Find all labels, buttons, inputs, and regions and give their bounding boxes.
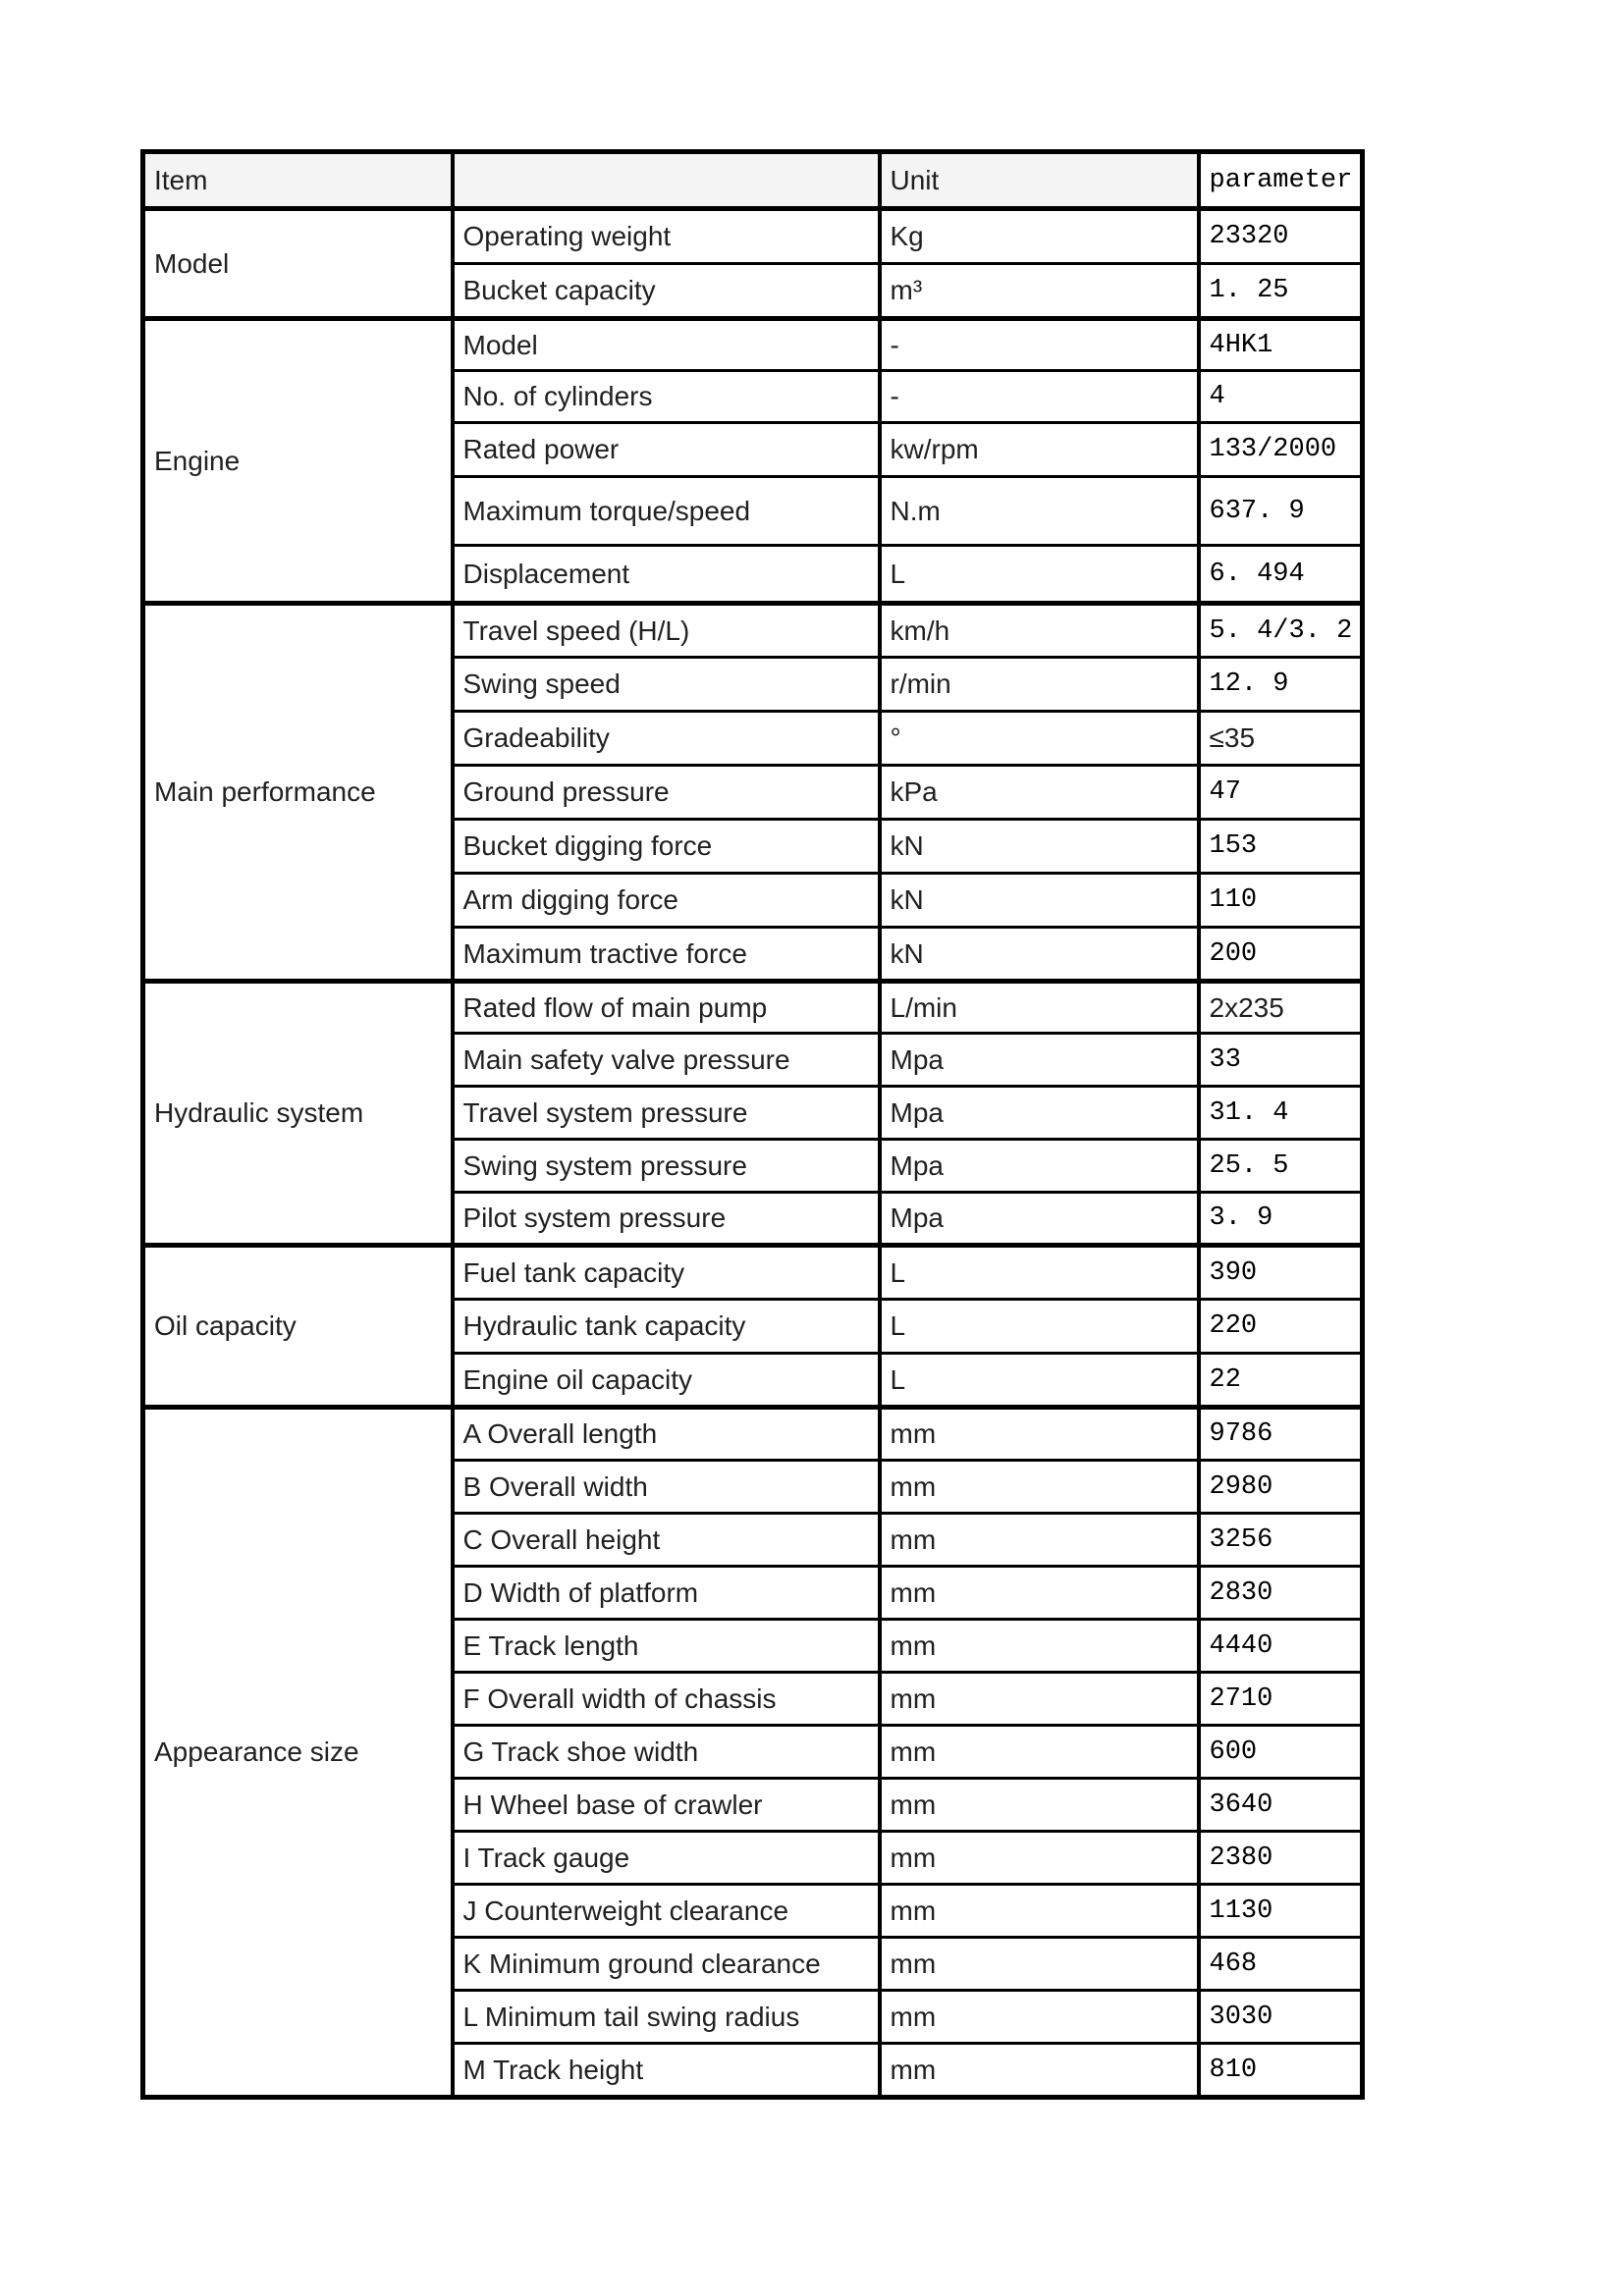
row-value: 2380 <box>1199 1832 1363 1885</box>
spec-table-header <box>143 152 1363 209</box>
row-value: ≤35 <box>1199 712 1363 766</box>
row-unit: ° <box>880 712 1199 766</box>
row-unit: mm <box>880 1514 1199 1567</box>
col-header-parameter: parameter <box>1199 152 1363 209</box>
row-label: Travel system pressure <box>453 1087 880 1140</box>
section-label-appearance-size: Appearance size <box>143 1408 453 2098</box>
row-label: Pilot system pressure <box>453 1193 880 1246</box>
table-body <box>143 209 1363 2098</box>
row-label: Gradeability <box>453 712 880 766</box>
row-value: 637. 9 <box>1199 477 1363 546</box>
row-unit: mm <box>880 1832 1199 1885</box>
row-label: E Track length <box>453 1620 880 1673</box>
row-label: Engine oil capacity <box>453 1354 880 1408</box>
row-value: 200 <box>1199 928 1363 982</box>
row-value: 2710 <box>1199 1673 1363 1726</box>
row-unit: kw/rpm <box>880 423 1199 477</box>
row-label: Rated flow of main pump <box>453 982 880 1034</box>
row-value: 5. 4/3. 2 <box>1199 604 1363 658</box>
row-label: Ground pressure <box>453 766 880 820</box>
row-label: C Overall height <box>453 1514 880 1567</box>
row-value: 4440 <box>1199 1620 1363 1673</box>
row-label: D Width of platform <box>453 1567 880 1620</box>
row-value: 12. 9 <box>1199 658 1363 712</box>
table-row <box>143 319 1363 371</box>
row-value: 600 <box>1199 1726 1363 1779</box>
section-label-oil-capacity: Oil capacity <box>143 1246 453 1408</box>
row-unit: mm <box>880 1885 1199 1938</box>
row-unit: kPa <box>880 766 1199 820</box>
row-unit: Mpa <box>880 1034 1199 1087</box>
row-unit: Mpa <box>880 1193 1199 1246</box>
row-label: Arm digging force <box>453 874 880 928</box>
row-unit: mm <box>880 1567 1199 1620</box>
row-label: G Track shoe width <box>453 1726 880 1779</box>
row-unit: mm <box>880 1620 1199 1673</box>
row-unit: Kg <box>880 209 1199 264</box>
row-value: 47 <box>1199 766 1363 820</box>
row-label: M Track height <box>453 2044 880 2098</box>
row-unit: km/h <box>880 604 1199 658</box>
row-value: 3640 <box>1199 1779 1363 1832</box>
row-value: 22 <box>1199 1354 1363 1408</box>
row-label: F Overall width of chassis <box>453 1673 880 1726</box>
header-row <box>143 152 1363 209</box>
row-unit: mm <box>880 1938 1199 1991</box>
row-value: 9786 <box>1199 1408 1363 1461</box>
row-value: 1130 <box>1199 1885 1363 1938</box>
row-value: 2980 <box>1199 1461 1363 1514</box>
row-unit: kN <box>880 820 1199 874</box>
row-unit: mm <box>880 1726 1199 1779</box>
row-value: 1. 25 <box>1199 264 1363 319</box>
row-unit: L <box>880 546 1199 604</box>
row-label: Displacement <box>453 546 880 604</box>
row-label: L Minimum tail swing radius <box>453 1991 880 2044</box>
row-value: 4 <box>1199 371 1363 423</box>
row-label: Operating weight <box>453 209 880 264</box>
col-header-unit: Unit <box>880 152 1199 209</box>
row-unit: N.m <box>880 477 1199 546</box>
row-unit: mm <box>880 1991 1199 2044</box>
row-value: 2x235 <box>1199 982 1363 1034</box>
row-label: Swing speed <box>453 658 880 712</box>
row-label: I Track gauge <box>453 1832 880 1885</box>
row-unit: Mpa <box>880 1087 1199 1140</box>
section-label-main-performance: Main performance <box>143 604 453 982</box>
table-row <box>143 982 1363 1034</box>
row-unit: mm <box>880 1408 1199 1461</box>
row-label: Main safety valve pressure <box>453 1034 880 1087</box>
row-unit: mm <box>880 1461 1199 1514</box>
row-unit: - <box>880 371 1199 423</box>
row-label: Travel speed (H/L) <box>453 604 880 658</box>
row-unit: kN <box>880 928 1199 982</box>
row-unit: r/min <box>880 658 1199 712</box>
row-value: 6. 494 <box>1199 546 1363 604</box>
table-row <box>143 209 1363 264</box>
row-label: Fuel tank capacity <box>453 1246 880 1300</box>
row-label: Rated power <box>453 423 880 477</box>
section-label-model: Model <box>143 209 453 319</box>
row-label: H Wheel base of crawler <box>453 1779 880 1832</box>
row-unit: L <box>880 1354 1199 1408</box>
col-header-blank <box>453 152 880 209</box>
row-value: 25. 5 <box>1199 1140 1363 1193</box>
row-value: 4HK1 <box>1199 319 1363 371</box>
col-header-item: Item <box>143 152 453 209</box>
row-value: 153 <box>1199 820 1363 874</box>
table-row <box>143 1408 1363 1461</box>
table-row <box>143 1246 1363 1300</box>
row-unit: mm <box>880 2044 1199 2098</box>
row-value: 810 <box>1199 2044 1363 2098</box>
row-unit: mm <box>880 1779 1199 1832</box>
table-row <box>143 604 1363 658</box>
row-label: Maximum torque/speed <box>453 477 880 546</box>
row-label: A Overall length <box>453 1408 880 1461</box>
row-label: J Counterweight clearance <box>453 1885 880 1938</box>
row-label: No. of cylinders <box>453 371 880 423</box>
row-label: Maximum tractive force <box>453 928 880 982</box>
row-value: 3256 <box>1199 1514 1363 1567</box>
row-unit: L <box>880 1300 1199 1354</box>
row-value: 390 <box>1199 1246 1363 1300</box>
section-label-engine: Engine <box>143 319 453 604</box>
row-label: Hydraulic tank capacity <box>453 1300 880 1354</box>
row-value: 133/2000 <box>1199 423 1363 477</box>
section-label-hydraulic-system: Hydraulic system <box>143 982 453 1246</box>
row-label: Model <box>453 319 880 371</box>
row-unit: L <box>880 1246 1199 1300</box>
row-value: 110 <box>1199 874 1363 928</box>
row-unit: mm <box>880 1673 1199 1726</box>
row-label: K Minimum ground clearance <box>453 1938 880 1991</box>
row-value: 31. 4 <box>1199 1087 1363 1140</box>
row-label: B Overall width <box>453 1461 880 1514</box>
row-label: Swing system pressure <box>453 1140 880 1193</box>
row-value: 220 <box>1199 1300 1363 1354</box>
row-unit: L/min <box>880 982 1199 1034</box>
row-label: Bucket digging force <box>453 820 880 874</box>
row-unit: Mpa <box>880 1140 1199 1193</box>
row-value: 3. 9 <box>1199 1193 1363 1246</box>
row-value: 468 <box>1199 1938 1363 1991</box>
row-unit: m³ <box>880 264 1199 319</box>
row-label: Bucket capacity <box>453 264 880 319</box>
row-unit: kN <box>880 874 1199 928</box>
row-value: 2830 <box>1199 1567 1363 1620</box>
spec-table <box>140 149 1365 2100</box>
row-unit: - <box>880 319 1199 371</box>
row-value: 3030 <box>1199 1991 1363 2044</box>
row-value: 23320 <box>1199 209 1363 264</box>
row-value: 33 <box>1199 1034 1363 1087</box>
